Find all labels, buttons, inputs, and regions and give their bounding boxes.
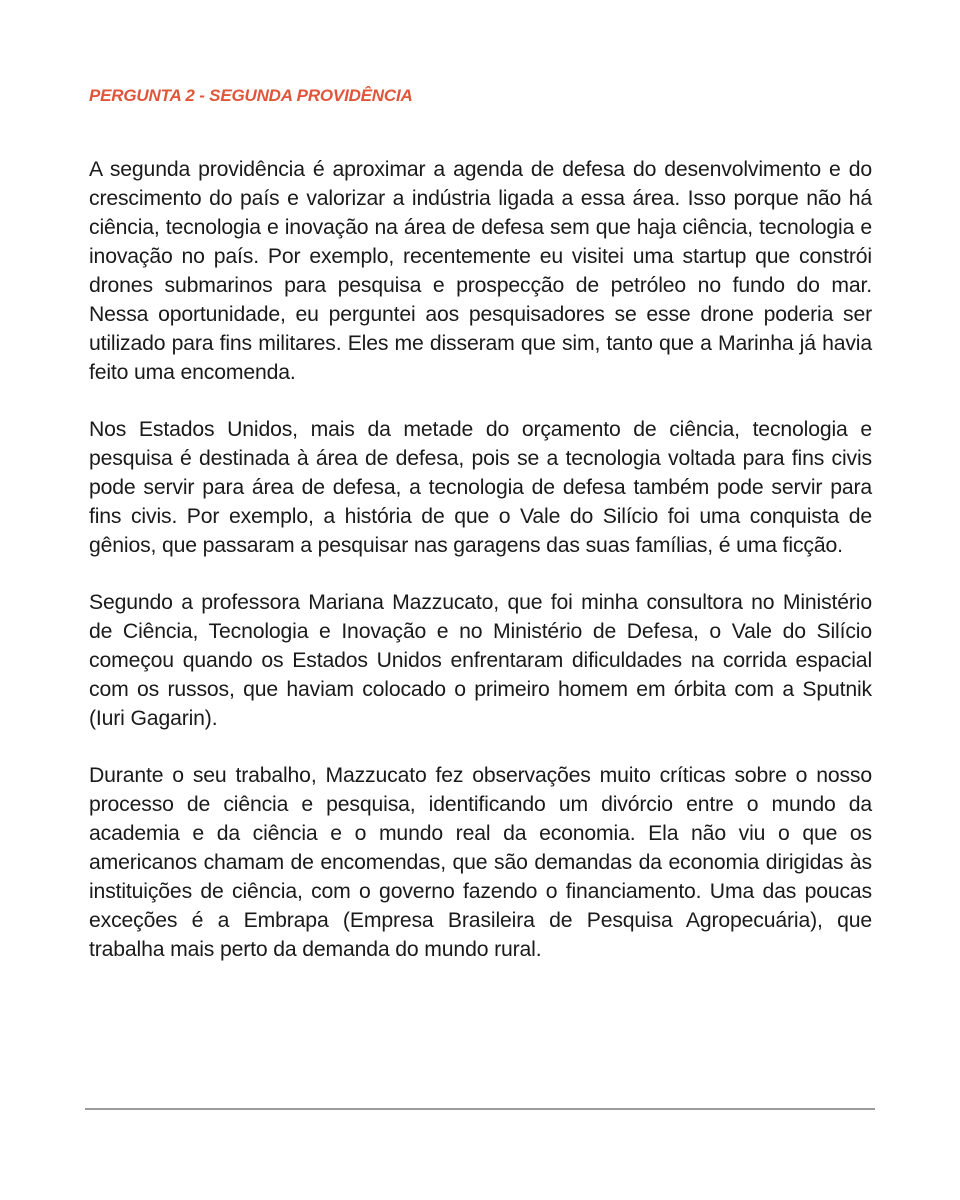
section-heading: PERGUNTA 2 - SEGUNDA PROVIDÊNCIA [89,86,413,105]
article-body [89,155,872,992]
paragraph-2: Nos Estados Unidos, mais da metade do orçamento de ciência, tecnologia e pesquisa é destinada à área de defesa, pois se a tecnologia voltada para fins civis pode servir para área de defesa, a tecnologia de defesa também pode servir para fins civis. Por exemplo, a história de que o Vale do Silício foi uma conquista de gênios, que passaram a pesquisar nas garagens das suas famílias, é uma ficção. [89,418,872,557]
bottom-divider [85,1108,875,1110]
paragraph-1: A segunda providência é aproximar a agenda de defesa do desenvolvimento e do crescimento do país e valorizar a indústria ligada a essa área. Isso porque não há ciência, tecnologia e inovação na área de defesa sem que haja ciência, tecnologia e inovação no país. Por exemplo, recentemente eu visitei uma startup que constrói drones submarinos para pesquisa e prospecção de petróleo no fundo do mar. Nessa oportunidade, eu perguntei aos pesquisadores se esse drone poderia ser utilizado para fins militares. Eles me disseram que sim, tanto que a Marinha já havia feito uma encomenda. [89,158,872,384]
paragraph-3: Segundo a professora Mariana Mazzucato, que foi minha consultora no Ministério de Ciência, Tecnologia e Inovação e no Ministério de Defesa, o Vale do Silício começou quando os Estados Unidos enfrentaram dificuldades na corrida espacial com os russos, que haviam colocado o primeiro homem em órbita com a Sputnik (Iuri Gagarin). [89,591,872,730]
paragraph-4: Durante o seu trabalho, Mazzucato fez observações muito críticas sobre o nosso processo de ciência e pesquisa, identificando um divórcio entre o mundo da academia e da ciência e o mundo real da economia. Ela não viu o que os americanos chamam de encomendas, que são demandas da economia dirigidas às instituições de ciência, com o governo fazendo o financiamento. Uma das poucas exceções é a Embrapa (Empresa Brasileira de Pesquisa Agropecuária), que trabalha mais perto da demanda do mundo rural. [89,764,872,961]
